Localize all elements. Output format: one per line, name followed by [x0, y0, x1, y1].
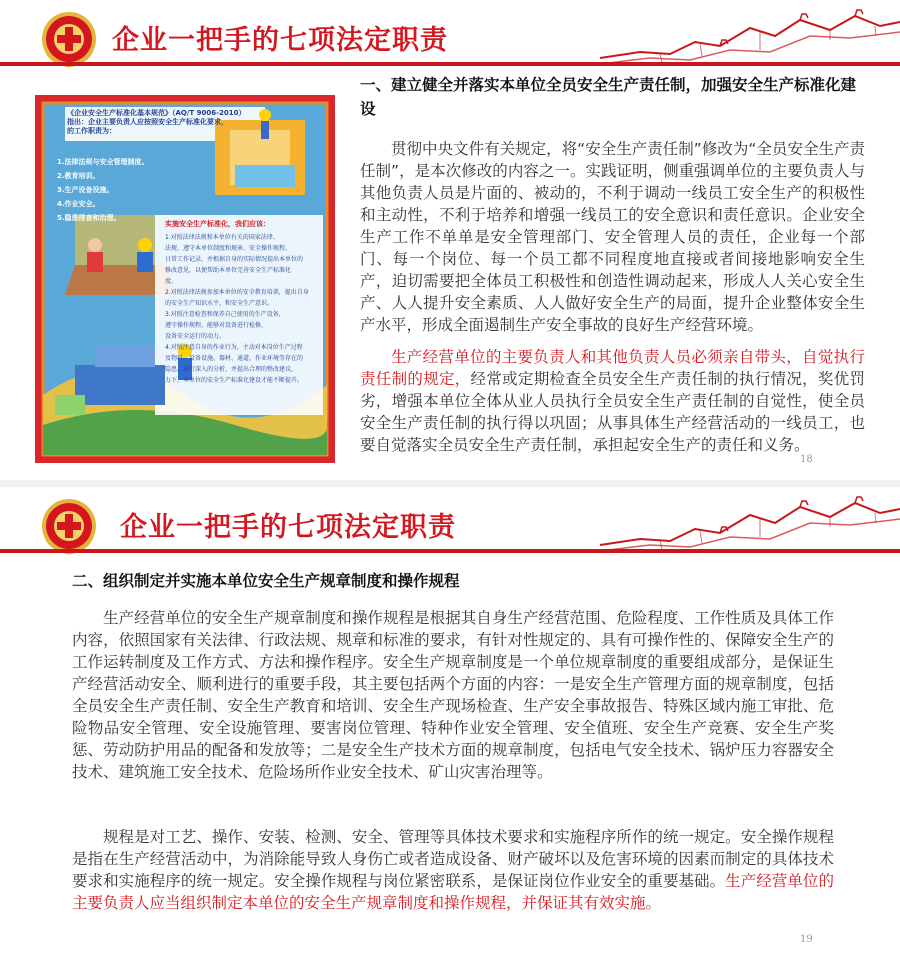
- paragraph-text: 规程是对工艺、操作、安装、检测、安全、管理等具体技术要求和实施程序所作的统一规定。安全操作规程是指在生产经营活动中，为消除能导致人身伤亡或者造成设备、财产破坏以及危害环境的因素而制定的具体技术要求和实施程序的统一规定。安全操作规程与岗位紧密联系，是保证岗位作业安全的重要基础。: [72, 828, 834, 890]
- highlighted-text: 生产经营单位的主要负责人应当组织制定本单位的安全生产规章制度和操作规程，并保证其有效实施。: [72, 872, 834, 912]
- paragraph-text: 经常或定期检查全员安全生产责任制的执行情况，奖优罚劣，增强本单位全体从业人员执行全员安全生产责任制的自觉性，使全员安全生产责任制的执行得以巩固；从事具体生产经营活动的一线员工，也要自觉落实全员安全生产责任制，承担起安全生产的责任和义务。: [360, 370, 865, 454]
- poster-list-item: 4.作业安全。: [57, 200, 100, 208]
- poster-box-title: 实施安全生产标准化，我们应该：: [165, 220, 270, 228]
- page-number: 18: [800, 454, 813, 465]
- poster-box-line: 1.对照法律法规和本单位有关的国家法律、: [165, 234, 279, 241]
- poster-title-line: 的工作职责为：: [67, 127, 116, 135]
- poster-box-line: 法规、遵守本单位制度和规章、安全操作规程、: [165, 245, 292, 252]
- safety-emblem-icon: [40, 497, 98, 555]
- poster-box-line: 的安全生产知识水平，和安全生产意识。: [165, 300, 274, 307]
- poster-list-item: 1.法律法规与安全管理制度。: [57, 158, 149, 166]
- section-heading: 二、组织制定并实施本单位安全生产规章制度和操作规程: [72, 572, 460, 590]
- safety-emblem-icon: [40, 10, 98, 68]
- slide-18: [0, 0, 900, 480]
- body-paragraph: 贯彻中央文件有关规定，将“安全生产责任制”修改为“全员安全生产责任制”，是本次修改的内容之一。实践证明，侧重强调单位的主要负责人与其他负责人员是片面的、被动的，不利于调动一线员工安全生产的积极性和主动性，不利于培养和增强一线员工的安全意识和责任意识。企业安全生产工作不单单是安全管理部门、安全管理人员的责任，企业每一个部门、每一个岗位、每一个员工都不同程度地直接或者间接地影响安全生产，迫切需要把全体员工积极性和创造性调动起来，形成人人关心安全生产、人人提升安全素质、人人做好安全生产的局面，提升企业整体安全生产水平，形成全面遏制生产安全事故的良好生产经营环境。: [360, 140, 865, 334]
- page-number: 19: [800, 934, 813, 945]
- poster-box-line: 遵守操作规程，能够对设备进行检修，: [165, 322, 268, 329]
- poster-list-item: 3.生产设备设施。: [57, 186, 114, 194]
- header-divider: [0, 549, 900, 553]
- great-wall-decoration: [600, 6, 900, 70]
- poster-box-line: 3.对照注意检查和保养自己使用的生产设备，: [165, 311, 285, 318]
- section-heading: 一、建立健全并落实本单位全员安全生产责任制，加强安全生产标准化建设: [360, 76, 857, 118]
- body-paragraph-emphasis: [360, 346, 865, 456]
- slide-19: [0, 487, 900, 967]
- poster-list-item: 5.隐患排查和治理。: [57, 214, 121, 222]
- slide-header: [0, 0, 900, 70]
- poster-box-line: 及物料、设备设施、器材、通道、作业环境等存在的: [165, 355, 304, 362]
- poster-box-line: 修改意见，以便帮助本单位完善安全生产标准化: [165, 267, 292, 274]
- poster-box-line: 2.对照法律法规参加本单位的安全教育培训，提出自身: [165, 289, 309, 296]
- poster-list-item: 2.教育培训。: [57, 172, 100, 180]
- safety-poster: [35, 95, 335, 463]
- great-wall-decoration: [600, 493, 900, 557]
- highlighted-text: 生产经营单位的主要负责人和其他负责人员必须亲自带头，自觉执行责任制的规定，: [360, 348, 865, 388]
- poster-box-line: 4.对照注意自身的作业行为，主动对本岗位生产过程: [165, 344, 303, 351]
- poster-box-line: 设备安全运行的动力。: [165, 333, 226, 340]
- poster-title: [67, 109, 267, 136]
- poster-box-line: 力下，本单位的安全生产标准化建设才能不断提升。: [165, 377, 304, 384]
- poster-list: [57, 155, 149, 225]
- page-title: 企业一把手的七项法定职责: [120, 512, 456, 543]
- poster-title-line: 指出：企业主要负责人应按照安全生产标准化要求，: [67, 118, 228, 126]
- poster-box-line: 隐患，进行深入的分析，并提出合理的整改建议，: [165, 366, 298, 373]
- body-paragraph: 生产经营单位的安全生产规章制度和操作规程是根据其自身生产经营范围、危险程度、工作性质及具体工作内容，依照国家有关法律、行政法规、规章和标准的要求，有针对性规定的、具有可操作性的、保障安全生产的工作运转制度及工作方式、方法和操作程序。安全生产规章制度是一个单位规章制度的重要组成部分，是保证生产经营活动安全、顺利进行的重要手段，其主要包括两个方面的内容：一是安全生产管理方面的规章制度，包括全员安全生产责任制、安全生产教育和培训、安全生产现场检查、生产安全事故报告、特殊区域内施工审批、危险物品安全管理、安全设施管理、要害岗位管理、特种作业安全管理、安全值班、安全生产竞赛、安全生产奖惩、劳动防护用品的配备和发放等；二是安全生产技术方面的规章制度，包括电气安全技术、锅炉压力容器安全技术、建筑施工安全技术、危险场所作业安全技术、矿山灾害治理等。: [72, 609, 834, 781]
- slide-header: [0, 487, 900, 557]
- poster-title-line: 《企业安全生产标准化基本规范》（AQ/T 9006-2010）: [67, 109, 246, 117]
- page-title: 企业一把手的七项法定职责: [112, 25, 448, 56]
- body-paragraph-emphasis: [72, 826, 834, 914]
- header-divider: [0, 62, 900, 66]
- poster-box-line: 日常工作记录，并根据自身的实际情况提出本单位的: [165, 256, 304, 263]
- poster-box: [165, 219, 321, 386]
- poster-box-line: 度。: [165, 278, 178, 285]
